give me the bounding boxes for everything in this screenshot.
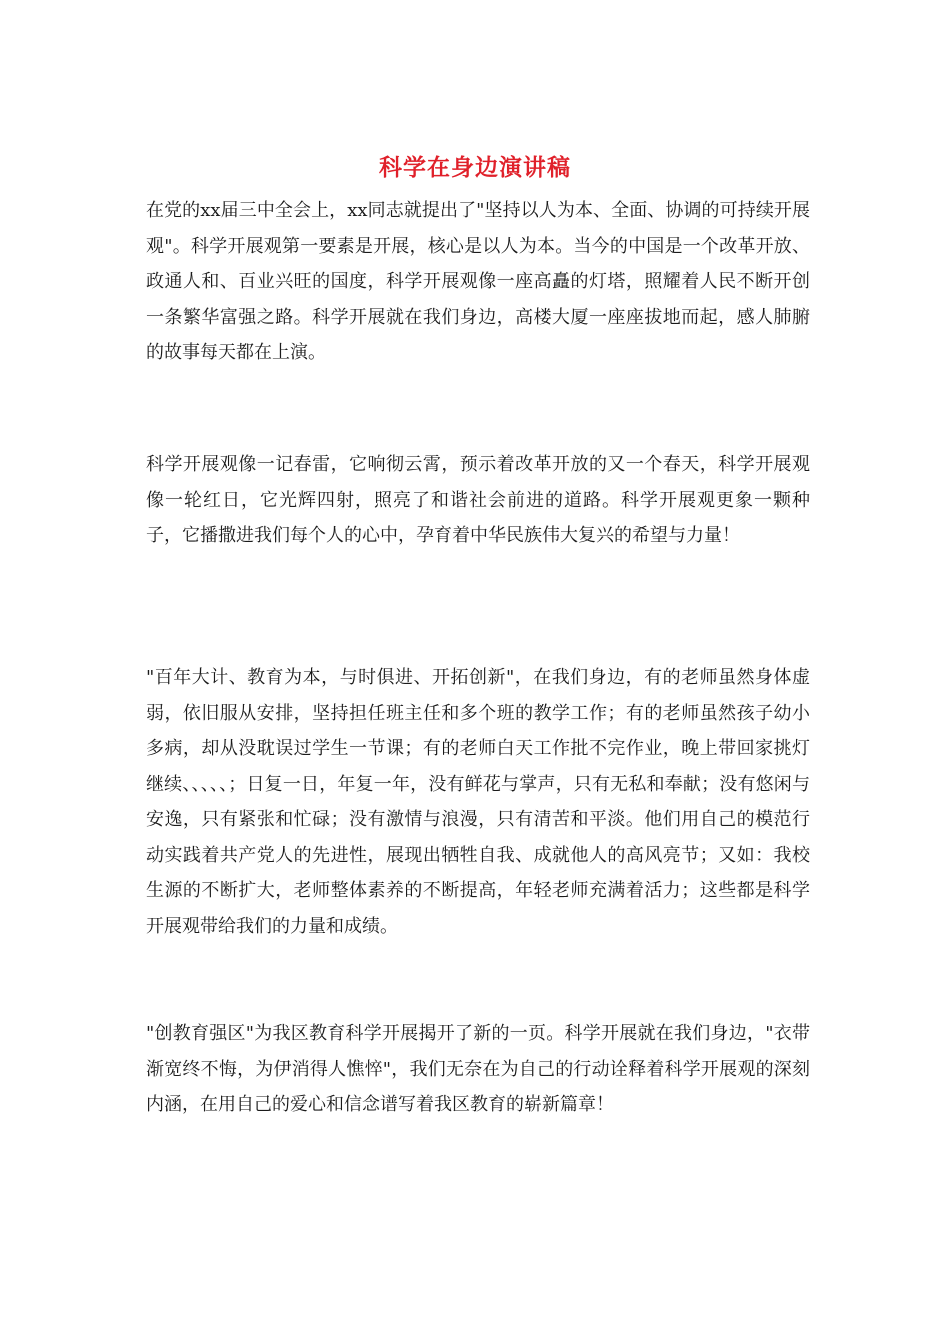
paragraph-2: 科学开展观像一记春雷，它响彻云霄，预示着改革开放的又一个春天，科学开展观像一轮红日，它光辉四射，照亮了和谐社会前进的道路。科学开展观更象一颗种子，它播撒进我们每个人的心中，孕育着中华民族伟大复兴的希望与力量！ — [146, 454, 810, 546]
paragraph-3: "百年大计、教育为本，与时俱进、开拓创新"，在我们身边，有的老师虽然身体虚弱，依旧服从安排，坚持担任班主任和多个班的教学工作；有的老师虽然孩子幼小多病，却从没耽误过学生一节课；有的老师白天工作批不完作业，晚上带回家挑灯继续、、、、、；日复一日，年复一年，没有鲜花与掌声，只有无私和奉献；没有悠闲与安逸，只有紧张和忙碌；没有激情与浪漫，只有清苦和平淡。他们用自己的模范行动实践着共产党人的先进性，展现出牺牲自我、成就他人的高风亮节；又如：我校生源的不断扩大，老师整体素养的不断提高，年轻老师充满着活力；这些都是科学开展观带给我们的力量和成绩。 — [146, 667, 810, 937]
document-title: 科学在身边演讲稿 — [379, 154, 571, 181]
paragraph-4: "创教育强区"为我区教育科学开展揭开了新的一页。科学开展就在我们身边，"衣带渐宽终不悔，为伊消得人憔悴"，我们无奈在为自己的行动诠释着科学开展观的深刻内涵，在用自己的爱心和信念谱写着我区教育的崭新篇章！ — [146, 1023, 810, 1115]
paragraph-1: 在党的xx届三中全会上，xx同志就提出了"坚持以人为本、全面、协调的可持续开展观"。科学开展观第一要素是开展，核心是以人为本。当今的中国是一个改革开放、政通人和、百业兴旺的国度，科学开展观像一座高矗的灯塔，照耀着人民不断开创一条繁华富强之路。科学开展就在我们身边，高楼大厦一座座拔地而起，感人肺腑的故事每天都在上演。 — [146, 200, 810, 363]
